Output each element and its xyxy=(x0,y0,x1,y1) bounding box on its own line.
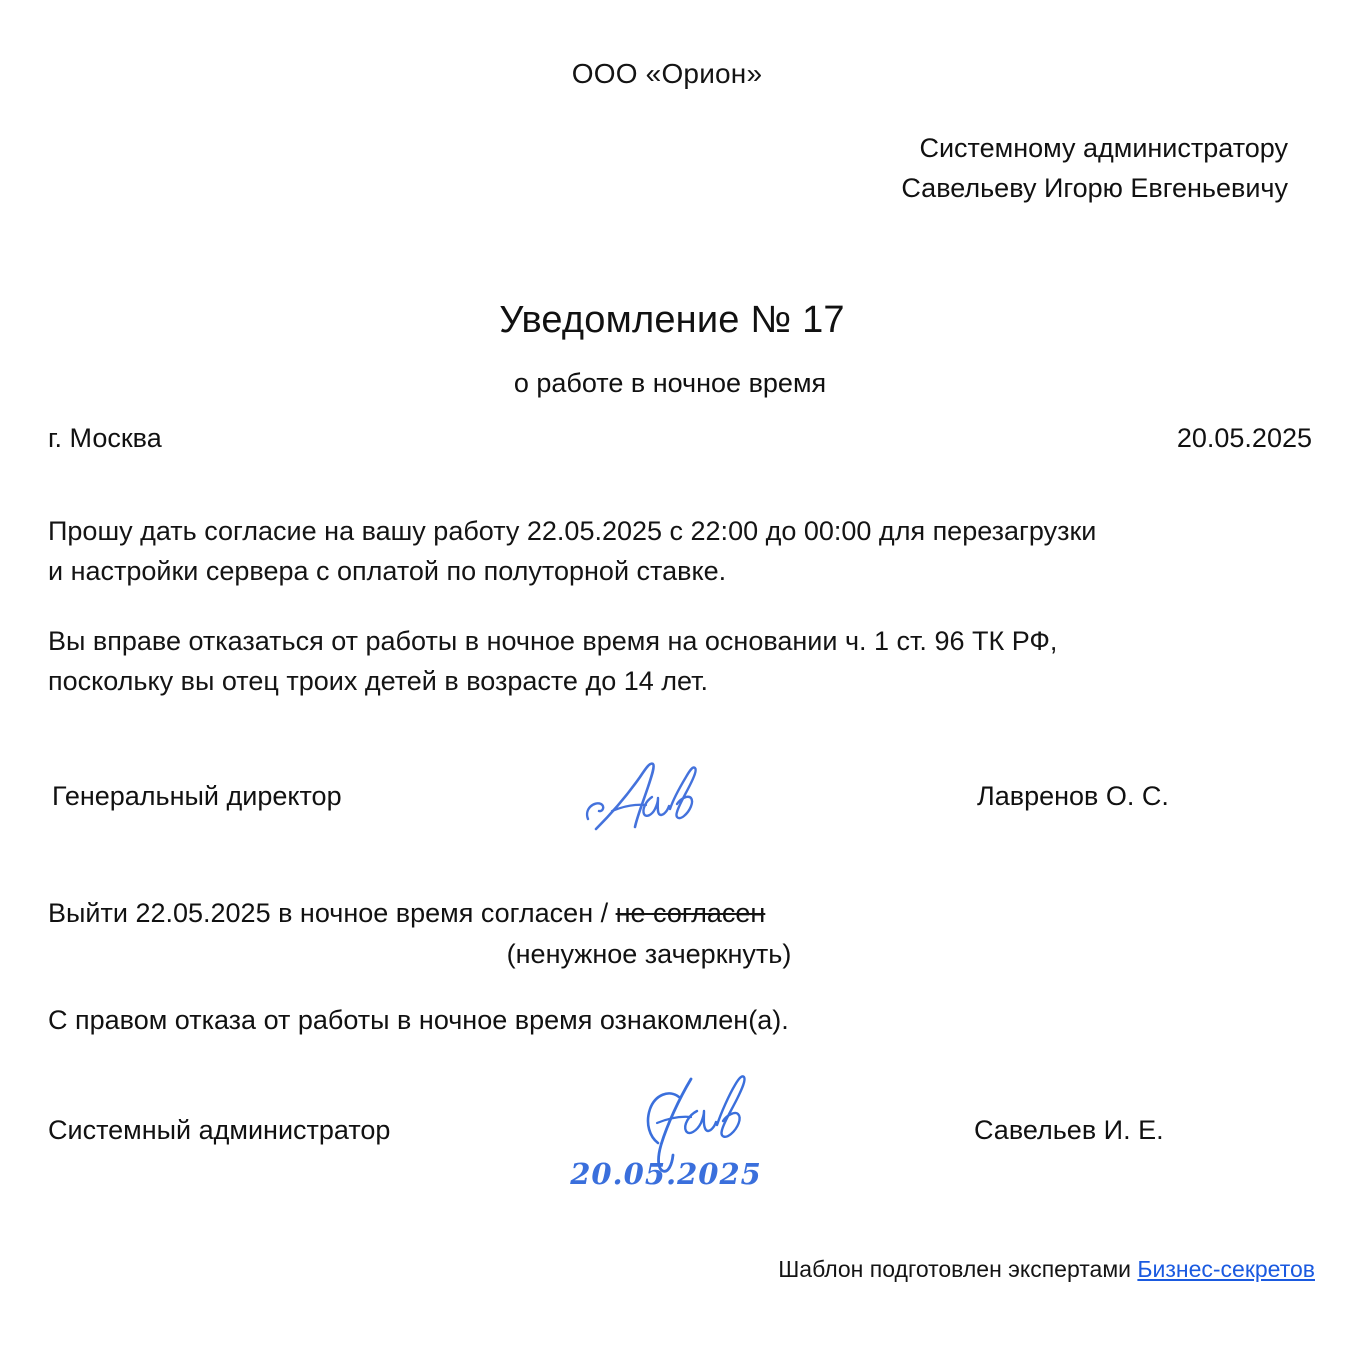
document-date: 20.05.2025 xyxy=(1176,423,1312,453)
paragraph-1-line-1: Прошу дать согласие на вашу работу 22.05.2025 с 22:00 до 00:00 для перезагрузки xyxy=(48,516,1097,546)
employee-name: Савельев И. Е. xyxy=(974,1115,1164,1145)
director-name: Лавренов О. С. xyxy=(977,781,1169,811)
document-place: г. Москва xyxy=(48,423,162,453)
paragraph-2-line-1: Вы вправе отказаться от работы в ночное время на основании ч. 1 ст. 96 ТК РФ, xyxy=(48,626,1058,656)
director-signature-row xyxy=(52,781,1312,812)
consent-line xyxy=(48,898,765,929)
organization-name: ООО «Орион» xyxy=(571,58,763,89)
handwritten-signature-date: 20.05.2025 xyxy=(570,1157,762,1191)
place-date-row xyxy=(48,423,1312,454)
page-subtitle: о работе в ночное время xyxy=(513,368,827,398)
employee-signature-row xyxy=(48,1115,1312,1146)
footer-text: Шаблон подготовлен экспертами xyxy=(778,1256,1138,1282)
paragraph-2-line-2: поскольку вы отец троих детей в возрасте до 14 лет. xyxy=(48,666,708,696)
consent-note: (ненужное зачеркнуть) xyxy=(506,939,792,969)
paragraph-1-line-2: и настройки сервера с оплатой по полуторной ставке. xyxy=(48,556,727,586)
addressee-name: Савельеву Игорю Евгеньевичу xyxy=(901,173,1288,203)
addressee-position: Системному администратору xyxy=(919,133,1288,163)
director-role-label: Генеральный директор xyxy=(52,781,342,811)
footer-credit xyxy=(778,1256,1315,1283)
body-paragraph-rights xyxy=(48,621,1057,701)
handwritten-signature-icon xyxy=(574,757,724,843)
body-paragraph-request xyxy=(48,511,1096,591)
consent-prefix: Выйти 22.05.2025 в ночное время согласен / xyxy=(48,898,616,928)
acknowledgement-line: С правом отказа от работы в ночное время ознакомлен(а). xyxy=(48,1005,789,1035)
page-title: Уведомление № 17 xyxy=(499,299,845,341)
consent-struck-option: не согласен xyxy=(615,898,766,928)
addressee-block xyxy=(901,133,1288,204)
employee-role-label: Системный администратор xyxy=(48,1115,391,1145)
footer-link[interactable]: Бизнес-секретов xyxy=(1137,1256,1315,1282)
